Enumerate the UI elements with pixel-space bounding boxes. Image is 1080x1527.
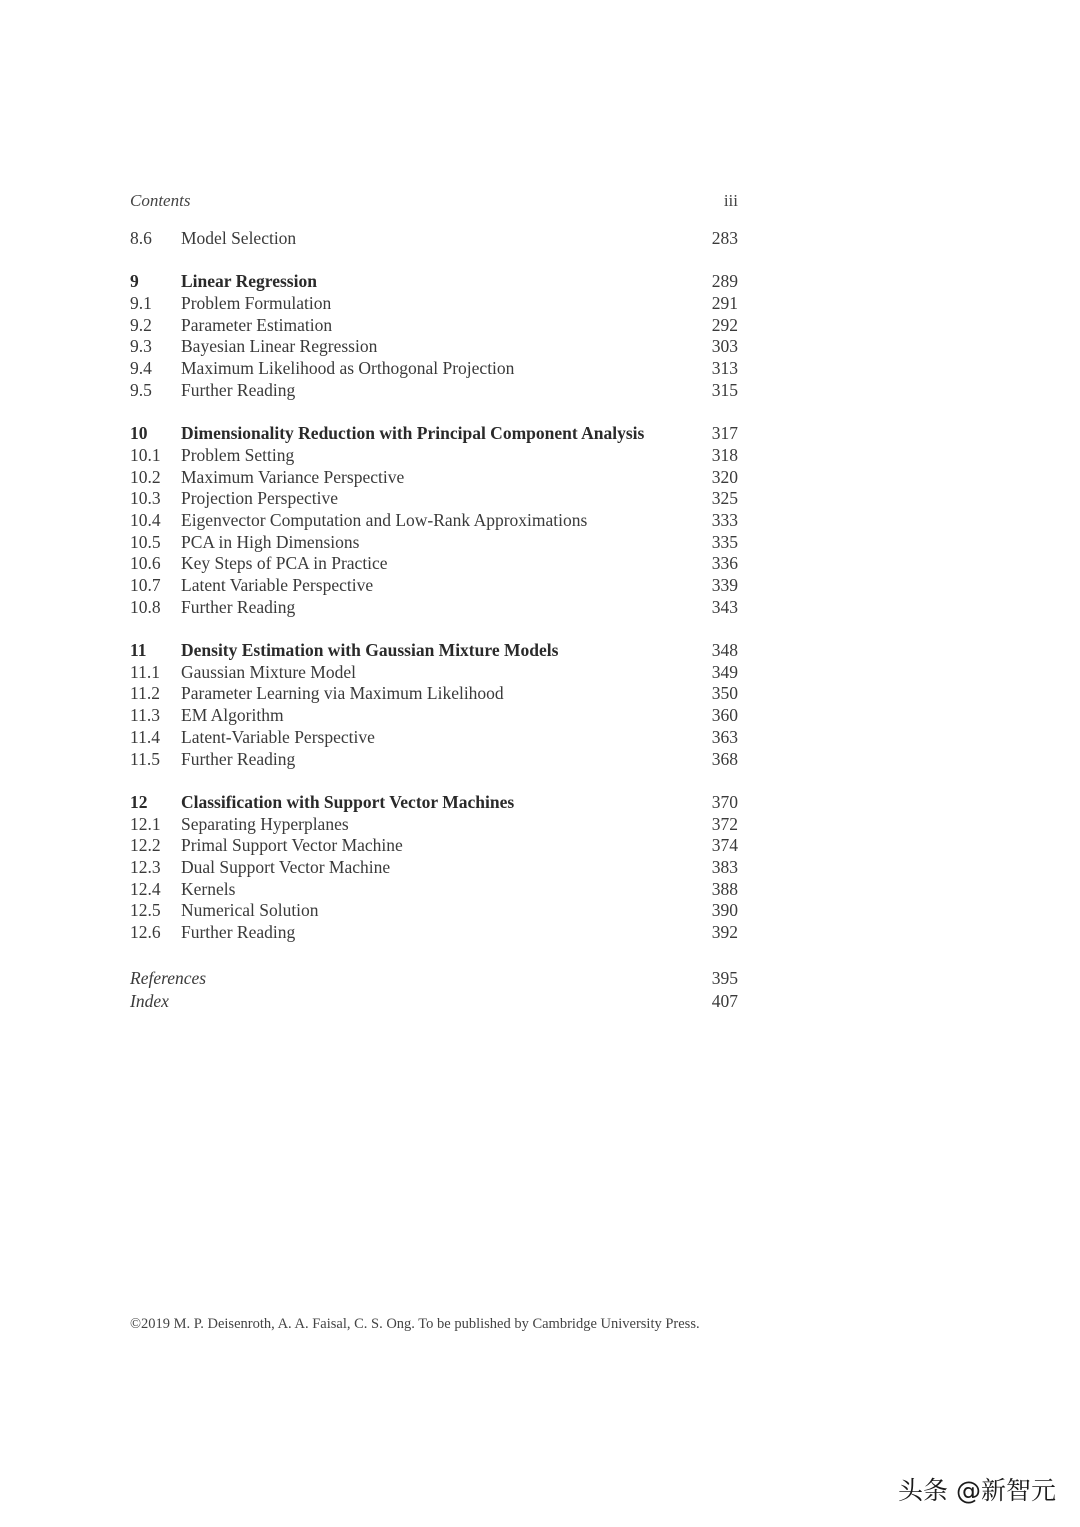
toc-page-number: 374 (711, 835, 738, 856)
toc-section-row[interactable] (130, 315, 738, 337)
toc-title: Problem Formulation (181, 293, 332, 314)
back-matter-title: References (130, 967, 207, 988)
toc-section-row[interactable] (130, 532, 738, 554)
toc-number: 11.1 (130, 661, 160, 682)
toc-page-number: 360 (711, 705, 738, 726)
toc-title: Kernels (181, 878, 236, 899)
toc-page-number: 383 (711, 856, 738, 877)
toc-title: Problem Setting (181, 444, 295, 465)
toc-title: Eigenvector Computation and Low-Rank Approximations (181, 509, 588, 530)
toc-chapter-row[interactable] (130, 271, 738, 293)
toc-page-number: 339 (711, 575, 738, 595)
back-matter-list (130, 967, 738, 1014)
toc-title: Model Selection (181, 228, 297, 248)
toc-page-number: 370 (711, 791, 738, 812)
toc-section-row[interactable] (130, 662, 738, 684)
toc-section-row[interactable] (130, 358, 738, 380)
toc-number: 12.6 (130, 922, 161, 942)
toc-title: Latent-Variable Perspective (181, 726, 375, 747)
toc-section-row[interactable] (130, 857, 738, 879)
toc-title: Dimensionality Reduction with Principal Component Analysis (181, 423, 645, 444)
toc-number: 12.2 (130, 835, 161, 856)
watermark: 头条 @新智元 (898, 1476, 1056, 1505)
toc-page-number: 325 (711, 488, 738, 509)
toc-title: Separating Hyperplanes (181, 813, 349, 834)
toc-section-row[interactable] (130, 900, 738, 922)
toc-title: Further Reading (181, 748, 296, 769)
toc-number: 9.5 (130, 379, 152, 400)
toc-page-number: 350 (711, 683, 738, 704)
toc-title: Further Reading (181, 379, 296, 400)
toc-number: 12.1 (130, 813, 161, 834)
toc-title: Density Estimation with Gaussian Mixture Models (181, 640, 559, 661)
toc-title: Key Steps of PCA in Practice (181, 553, 388, 574)
toc-section-row[interactable] (130, 683, 738, 705)
toc-page-number: 368 (711, 748, 738, 769)
toc-page-number: 318 (711, 444, 738, 465)
toc-title: Parameter Learning via Maximum Likelihood (181, 683, 504, 704)
toc-page-number: 349 (711, 661, 738, 682)
toc-page-number: 390 (711, 900, 738, 921)
toc-page-number: 348 (711, 640, 738, 661)
toc-title: Projection Perspective (181, 488, 338, 509)
toc-section-row[interactable] (130, 380, 738, 402)
toc-number: 12.3 (130, 856, 161, 877)
toc-page-number: 343 (711, 596, 738, 617)
toc-number: 10.7 (130, 575, 161, 595)
toc-section-row[interactable] (130, 510, 738, 532)
back-matter-row[interactable] (130, 967, 738, 991)
toc-title: Bayesian Linear Regression (181, 336, 378, 357)
toc-number: 10.8 (130, 596, 161, 617)
toc-section-row[interactable] (130, 749, 738, 771)
toc-number: 9.1 (130, 293, 152, 314)
section-gap (130, 402, 738, 424)
toc-section-row[interactable] (130, 922, 738, 944)
toc-page-number: 313 (711, 358, 738, 379)
toc-page-number: 388 (711, 878, 738, 899)
toc-chapter-row[interactable] (130, 423, 738, 445)
toc-number: 10.6 (130, 553, 161, 574)
back-matter-row[interactable] (130, 990, 738, 1014)
toc-section-row[interactable] (130, 597, 738, 619)
toc-number: 11.3 (130, 705, 160, 726)
toc-page-number: 363 (711, 726, 738, 747)
toc-section-row[interactable] (130, 727, 738, 749)
toc-page-number: 283 (711, 228, 738, 248)
toc-title: Linear Regression (181, 271, 317, 292)
toc-title: Gaussian Mixture Model (181, 661, 356, 682)
toc-chapter-row[interactable] (130, 640, 738, 662)
toc-title: Dual Support Vector Machine (181, 856, 391, 877)
toc-number: 10.5 (130, 531, 161, 552)
toc-number: 9 (130, 271, 139, 292)
section-gap (130, 250, 738, 272)
toc-number: 8.6 (130, 228, 152, 248)
toc-page-number: 320 (711, 466, 738, 487)
toc-page-number: 335 (711, 531, 738, 552)
toc-title: Maximum Likelihood as Orthogonal Projection (181, 358, 515, 379)
toc-page-number: 291 (711, 293, 738, 314)
section-gap (130, 618, 738, 640)
toc-number: 10.3 (130, 488, 161, 509)
toc-page-number: 292 (711, 314, 738, 335)
toc-number: 12 (130, 791, 148, 812)
toc-page-number: 317 (711, 423, 738, 444)
toc-section-row[interactable] (130, 814, 738, 836)
toc-title: Primal Support Vector Machine (181, 835, 403, 856)
toc-number: 9.4 (130, 358, 152, 379)
toc-title: Parameter Estimation (181, 314, 333, 335)
toc-section-row[interactable] (130, 488, 738, 510)
copyright-footer: ©2019 M. P. Deisenroth, A. A. Faisal, C. S. Ong. To be published by Cambridge University Press. (130, 1316, 700, 1332)
toc-section-row[interactable] (130, 228, 738, 250)
toc-title: Classification with Support Vector Machines (181, 791, 515, 812)
toc-section-row[interactable] (130, 705, 738, 727)
toc-page-number: 289 (711, 271, 738, 292)
back-matter-page-number: 395 (711, 967, 738, 988)
toc-title: Maximum Variance Perspective (181, 466, 405, 487)
toc-chapter-row[interactable] (130, 792, 738, 814)
toc-section-row[interactable] (130, 575, 738, 597)
toc-page-number: 392 (711, 922, 738, 942)
toc-title: PCA in High Dimensions (181, 531, 360, 552)
toc-section-row[interactable] (130, 293, 738, 315)
toc-number: 11 (130, 640, 147, 661)
toc-page-number: 333 (711, 509, 738, 530)
toc-number: 11.4 (130, 726, 160, 747)
toc-title: Numerical Solution (181, 900, 319, 921)
section-gap (130, 770, 738, 792)
toc-section-row[interactable] (130, 835, 738, 857)
table-of-contents (130, 228, 738, 944)
toc-section-row[interactable] (130, 879, 738, 901)
page-number: iii (723, 191, 738, 210)
toc-page-number: 372 (711, 813, 738, 834)
toc-page-number: 336 (711, 553, 738, 574)
toc-number: 11.2 (130, 683, 160, 704)
toc-section-row[interactable] (130, 336, 738, 358)
toc-number: 12.4 (130, 878, 161, 899)
toc-number: 12.5 (130, 900, 161, 921)
toc-title: Latent Variable Perspective (181, 575, 374, 595)
toc-number: 10.4 (130, 509, 161, 530)
toc-number: 10.1 (130, 444, 161, 465)
toc-section-row[interactable] (130, 553, 738, 575)
back-matter-title: Index (130, 991, 169, 1012)
page-header (130, 188, 738, 214)
toc-page-number: 315 (711, 379, 738, 400)
toc-section-row[interactable] (130, 445, 738, 467)
toc-page-number: 303 (711, 336, 738, 357)
toc-number: 9.2 (130, 314, 152, 335)
back-matter-page-number: 407 (711, 991, 738, 1012)
page-title: Contents (130, 191, 191, 210)
contents-page (130, 188, 738, 1014)
toc-section-row[interactable] (130, 467, 738, 489)
toc-number: 11.5 (130, 748, 160, 769)
toc-number: 10 (130, 423, 148, 444)
toc-title: Further Reading (181, 922, 296, 942)
toc-title: Further Reading (181, 596, 296, 617)
toc-title: EM Algorithm (181, 705, 284, 726)
toc-number: 10.2 (130, 466, 161, 487)
toc-number: 9.3 (130, 336, 152, 357)
